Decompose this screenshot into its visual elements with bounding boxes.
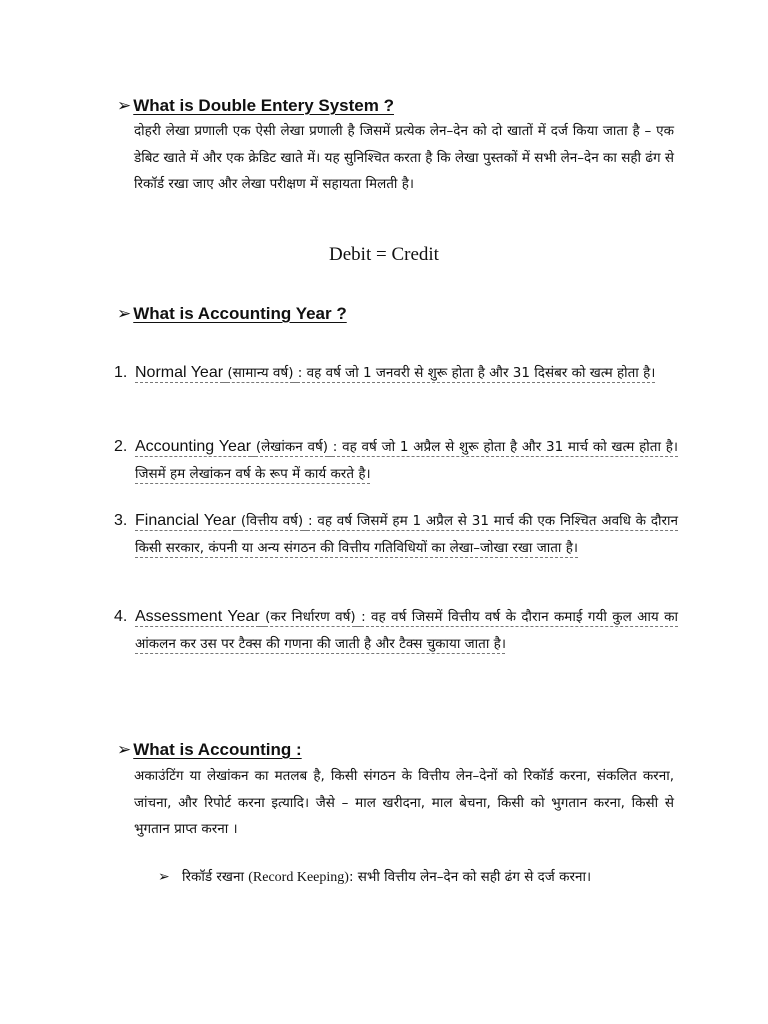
list-number: 4. bbox=[114, 608, 128, 625]
arrow-bullet-icon: ➢ bbox=[117, 740, 132, 760]
debit-credit-equation: Debit = Credit bbox=[329, 244, 439, 265]
heading-what-is-accounting-text: What is Accounting : bbox=[133, 740, 302, 759]
heading-accounting-year-text: What is Accounting Year ? bbox=[133, 304, 347, 323]
term-description: : वह वर्ष जिसमें हम 1 अप्रैल से 31 मार्च की एक निश्चित अवधि के दौरान किसी सरकार, कंपनी या अन्य संगठन की वित्तीय गतिविधियों का लेखा–जोखा रखा जाता है। bbox=[135, 513, 679, 556]
double-entry-paragraph: दोहरी लेखा प्रणाली एक ऐसी लेखा प्रणाली है जिसमें प्रत्येक लेन–देन को दो खातों में दर्ज किया जाता है – एक डेबिट खाते में और एक क्रेडिट खाते में। यह सुनिश्चित करता है कि लेखा पुस्तकों में सभी लेन–देन का सही ढंग से रिकॉर्ड रखा जाए और लेखा परीक्षण में सहायता मिलती है। bbox=[134, 123, 674, 192]
term-normal-year: Normal Year bbox=[135, 364, 224, 381]
arrow-bullet-icon: ➢ bbox=[158, 869, 170, 885]
list-number: 2. bbox=[114, 438, 128, 455]
list-item-financial-year bbox=[114, 507, 678, 562]
arrow-bullet-icon: ➢ bbox=[117, 304, 132, 324]
term-hindi: (कर निर्धारण वर्ष) bbox=[265, 609, 356, 625]
term-description: : वह वर्ष जो 1 अप्रैल से शुरू होता है और 31 मार्च को खत्म होता है। जिसमें हम लेखांकन वर्ष के रूप में कार्य करते है। bbox=[135, 439, 679, 482]
term-financial-year: Financial Year bbox=[135, 512, 237, 529]
term-hindi: (वित्तीय वर्ष) bbox=[240, 513, 304, 529]
list-item-accounting-year bbox=[114, 433, 678, 488]
term-description: : वह वर्ष जो 1 जनवरी से शुरू होता है और 31 दिसंबर को खत्म होता है। bbox=[297, 365, 656, 381]
heading-what-is-accounting bbox=[117, 740, 302, 760]
list-item-normal-year bbox=[114, 359, 678, 387]
record-keeping-english: (Record Keeping) bbox=[248, 870, 349, 885]
term-accounting-year: Accounting Year bbox=[135, 438, 252, 455]
term-description: : वह वर्ष जिसमें वित्तीय वर्ष के दौरान कमाई गयी कुल आय का आंकलन कर उस पर टैक्स की गणना की जाती है और टैक्स चुकाया जाता है। bbox=[135, 609, 678, 652]
heading-accounting-year bbox=[117, 304, 347, 324]
list-item-assessment-year bbox=[114, 603, 678, 658]
heading-double-entry-text: What is Double Entery System ? bbox=[133, 96, 394, 115]
term-hindi: (सामान्य वर्ष) bbox=[227, 365, 294, 381]
sub-item-record-keeping bbox=[158, 864, 688, 891]
list-number: 1. bbox=[114, 364, 128, 381]
term-hindi: (लेखांकन वर्ष) bbox=[255, 439, 329, 455]
arrow-bullet-icon: ➢ bbox=[117, 96, 132, 116]
record-keeping-hindi: रिकॉर्ड रखना bbox=[182, 869, 244, 885]
term-assessment-year: Assessment Year bbox=[135, 608, 260, 625]
record-keeping-description: : सभी वित्तीय लेन–देन को सही ढंग से दर्ज करना। bbox=[348, 869, 592, 885]
accounting-paragraph: अकाउंटिंग या लेखांकन का मतलब है, किसी संगठन के वित्तीय लेन–देनों को रिकॉर्ड करना, संकलित करना, जांचना, और रिपोर्ट करना इत्यादि। जैसे – माल खरीदना, माल बेचना, किसी को भुगतान करना, किसी से भुगतान प्राप्त करना । bbox=[134, 768, 674, 837]
heading-double-entry bbox=[117, 96, 394, 116]
list-number: 3. bbox=[114, 512, 128, 529]
